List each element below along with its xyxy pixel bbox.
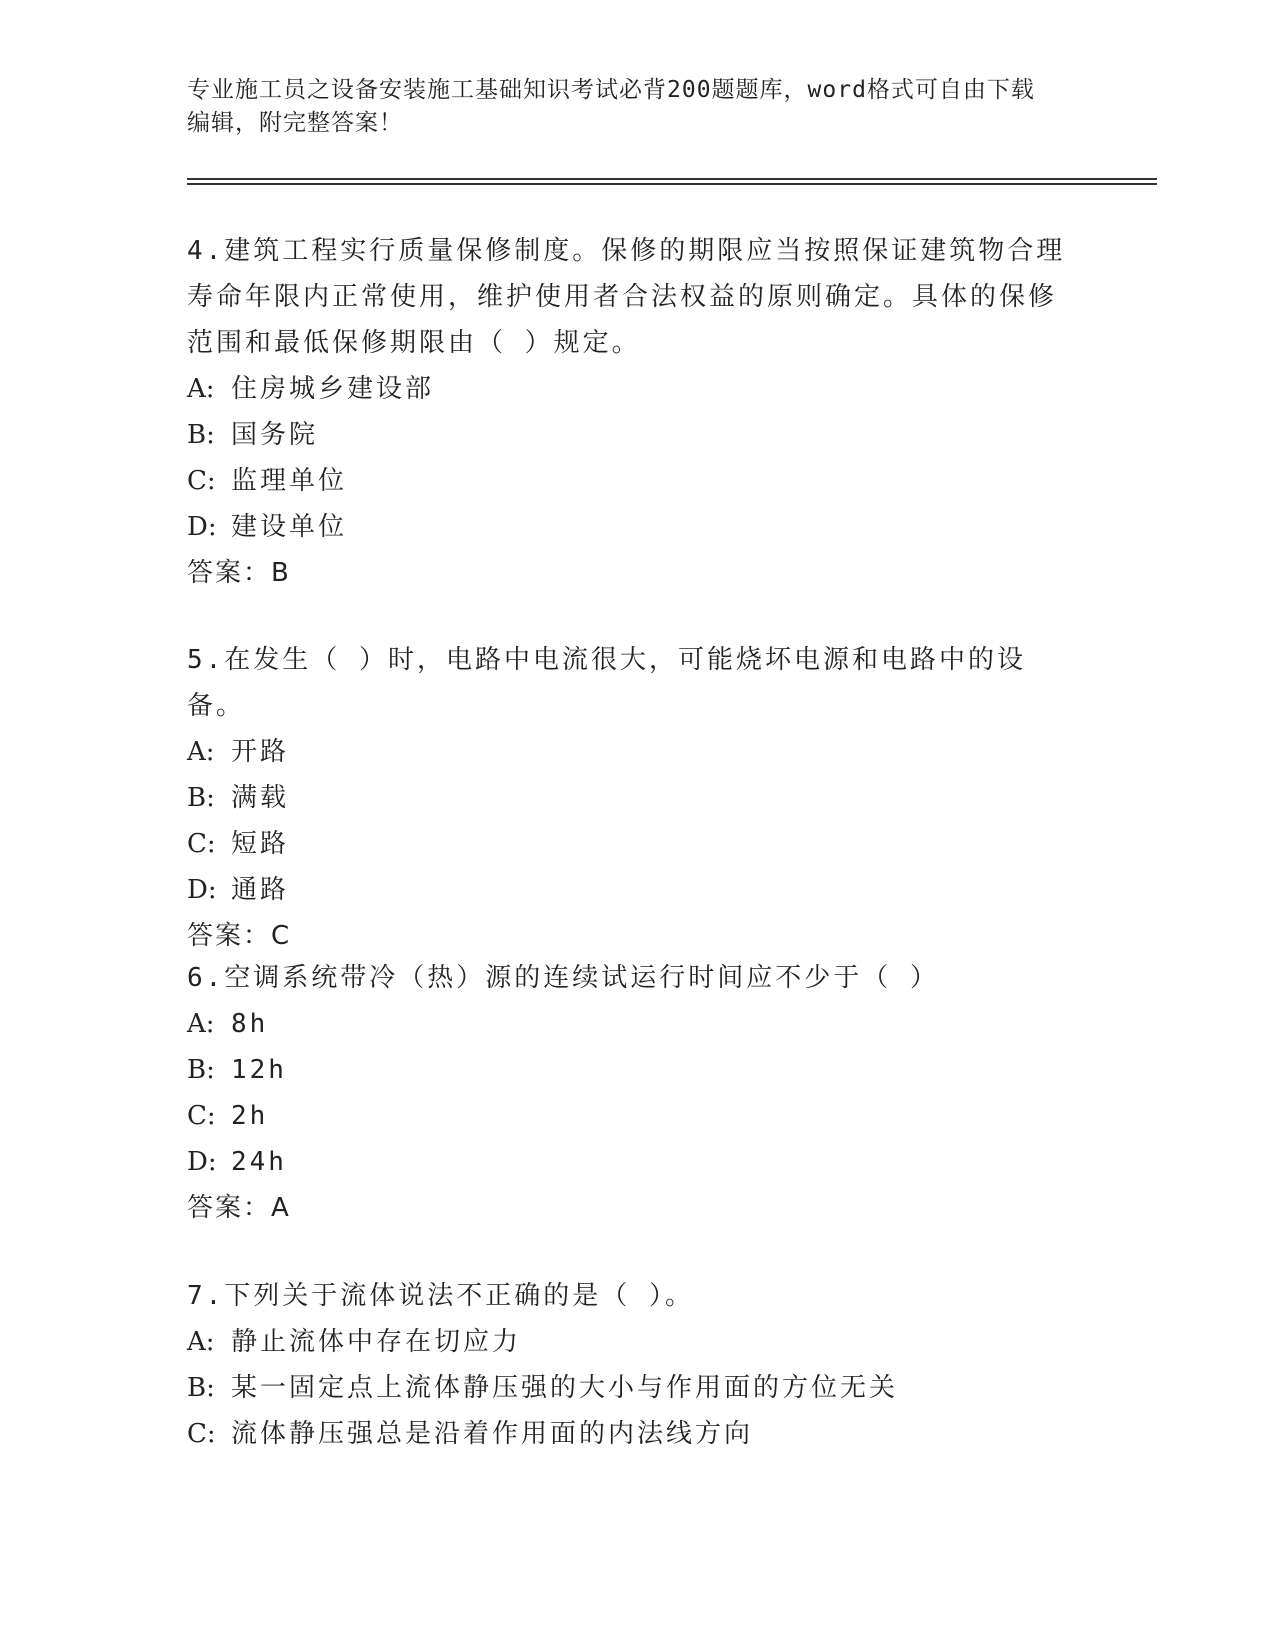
option-key: A:: [187, 737, 215, 767]
option-a: [187, 366, 1067, 412]
question-7: [187, 1273, 1067, 1457]
option-text: 通路: [231, 875, 290, 905]
option-text: 开路: [231, 737, 290, 767]
option-text: 某一固定点上流体静压强的大小与作用面的方位无关: [231, 1373, 899, 1403]
option-text: 国务院: [231, 420, 319, 450]
option-key: B:: [187, 1055, 215, 1085]
option-key: A:: [187, 1327, 215, 1357]
option-c: [187, 1411, 1067, 1457]
option-text: 8h: [231, 1009, 269, 1039]
option-a: [187, 1001, 1067, 1047]
option-key: C:: [187, 1419, 216, 1449]
option-text: 住房城乡建设部: [231, 374, 435, 404]
option-text: 2h: [231, 1101, 269, 1131]
option-key: B:: [187, 783, 215, 813]
header-divider-double: [187, 183, 1157, 185]
document-header: [187, 74, 1087, 140]
option-key: A:: [187, 374, 215, 404]
question-6: [187, 955, 1067, 1231]
option-text: 24h: [231, 1147, 287, 1177]
option-c: [187, 821, 1067, 867]
option-text: 静止流体中存在切应力: [231, 1327, 522, 1357]
option-c: [187, 458, 1067, 504]
option-text: 12h: [231, 1055, 287, 1085]
option-key: A:: [187, 1009, 215, 1039]
option-text: 满载: [231, 783, 290, 813]
option-key: D:: [187, 875, 217, 905]
question-text: 5.在发生（ ）时，电路中电流很大，可能烧坏电源和电路中的设备。: [187, 645, 1026, 721]
option-b: [187, 1365, 1067, 1411]
question-text: 6.空调系统带冷（热）源的连续试运行时间应不少于（ ）: [187, 963, 939, 993]
option-key: D:: [187, 1147, 217, 1177]
option-a: [187, 729, 1067, 775]
option-text: 监理单位: [231, 466, 348, 496]
header-line-2: 编辑，附完整答案！: [187, 110, 403, 136]
option-b: [187, 412, 1067, 458]
option-key: C:: [187, 829, 216, 859]
option-key: B:: [187, 420, 215, 450]
option-d: [187, 867, 1067, 913]
option-text: 建设单位: [231, 512, 348, 542]
option-d: [187, 1139, 1067, 1185]
question-text: 4.建筑工程实行质量保修制度。保修的期限应当按照保证建筑物合理寿命年限内正常使用，维护使用者合法权益的原则确定。具体的保修范围和最低保修期限由（ ）规定。: [187, 236, 1066, 358]
option-text: 短路: [231, 829, 290, 859]
option-key: B:: [187, 1373, 215, 1403]
option-a: [187, 1319, 1067, 1365]
option-key: D:: [187, 512, 217, 542]
header-divider: [187, 178, 1157, 180]
option-text: 流体静压强总是沿着作用面的内法线方向: [231, 1419, 754, 1449]
option-c: [187, 1093, 1067, 1139]
answer-line: 答案：C: [187, 921, 292, 951]
answer-line: 答案：A: [187, 1193, 291, 1223]
option-b: [187, 1047, 1067, 1093]
option-key: C:: [187, 466, 216, 496]
question-5: [187, 637, 1067, 959]
header-line-1: 专业施工员之设备安装施工基础知识考试必背200题题库，word格式可自由下载: [187, 77, 1035, 103]
answer-line: 答案：B: [187, 558, 291, 588]
option-b: [187, 775, 1067, 821]
question-text: 7.下列关于流体说法不正确的是（ ）。: [187, 1281, 694, 1311]
option-key: C:: [187, 1101, 216, 1131]
question-4: [187, 228, 1067, 596]
option-d: [187, 504, 1067, 550]
